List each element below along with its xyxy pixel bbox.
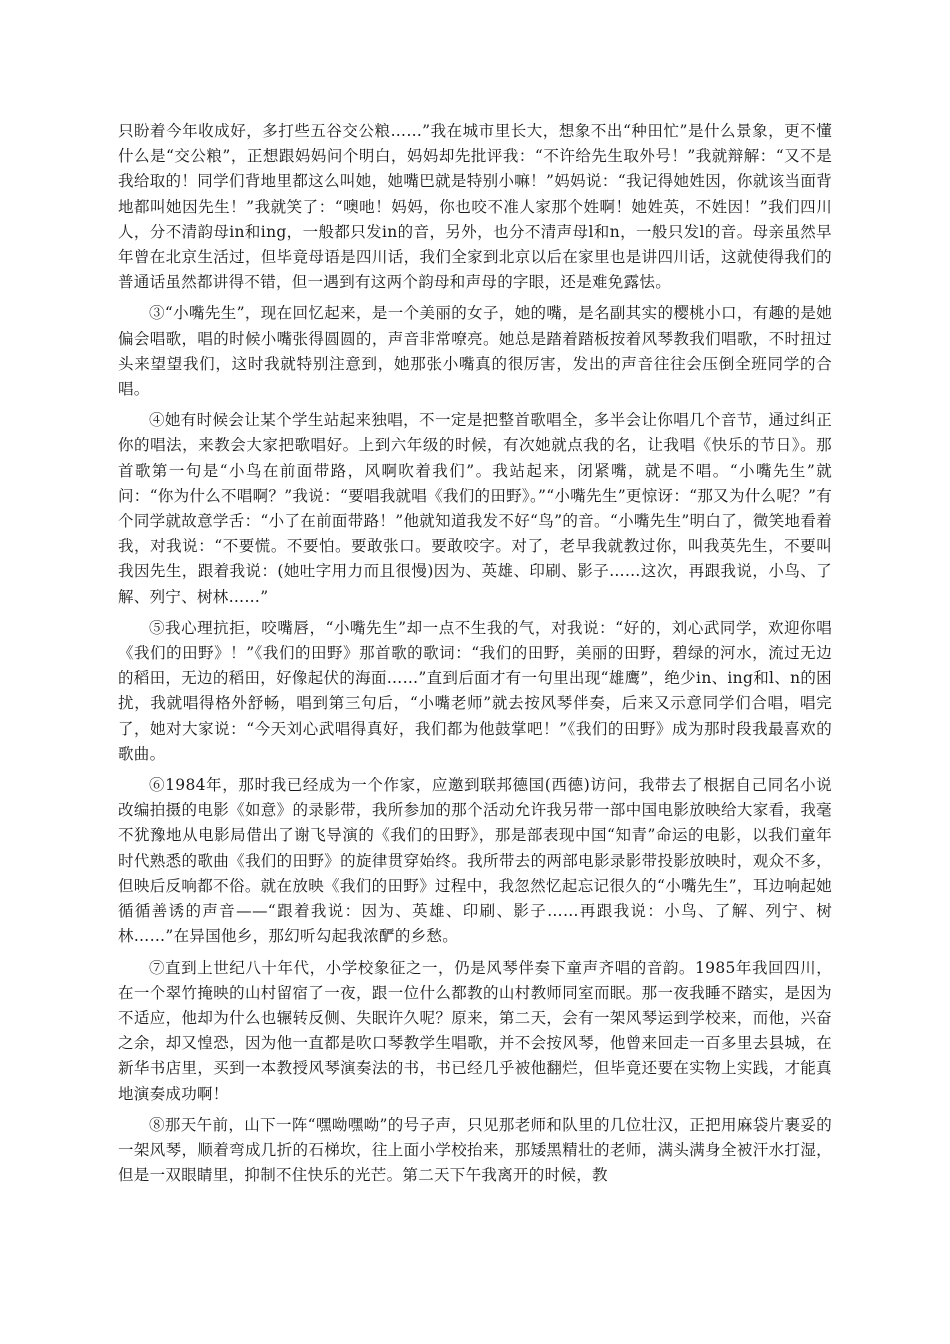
- paragraph-7: ⑦直到上世纪八十年代，小学校象征之一，仍是风琴伴奏下童声齐唱的音韵。1985年我回四川，在一个翠竹掩映的山村留宿了一夜，跟一位什么都教的山村教师同室而眠。那一夜我睡不踏实，是因为不适应，他却为什么也辗转反侧、失眠许久呢？原来，第二天，会有一架风琴运到学校来，而他，兴奋之余，却又惶恐，因为他一直都是吹口琴教学生唱歌，并不会按风琴，他曾来回走一百多里去县城，在新华书店里，买到一本教授风琴演奏法的书，书已经几乎被他翻烂，但毕竟还要在实物上实践，才能真地演奏成功啊！: [118, 958, 832, 1103]
- paragraph-5: ⑤我心理抗拒，咬嘴唇，“小嘴先生”却一点不生我的气，对我说：“好的，刘心武同学，欢迎你唱《我们的田野》！”《我们的田野》那首歌的歌词：“我们的田野，美丽的田野，碧绿的河水，流过无边的稻田，无边的稻田，好像起伏的海面……”直到后面才有一句里出现“雄鹰”，绝少in、ing和l、n的困扰，我就唱得格外舒畅，唱到第三句后，“小嘴老师”就去按风琴伴奏，后来又示意同学们合唱，唱完了，她对大家说：“今天刘心武唱得真好，我们都为他鼓掌吧！”《我们的田野》成为那时段我最喜欢的歌曲。: [118, 618, 832, 763]
- paragraph-6: ⑥1984年，那时我已经成为一个作家，应邀到联邦德国(西德)访问，我带去了根据自己同名小说改编拍摄的电影《如意》的录影带，我所参加的那个活动允许我另带一部中国电影放映给大家看，我毫不犹豫地从电影局借出了谢飞导演的《我们的田野》，那是部表现中国“知青”命运的电影，以我们童年时代熟悉的歌曲《我们的田野》的旋律贯穿始终。我所带去的两部电影录影带投影放映时，观众不多，但映后反响都不俗。就在放映《我们的田野》过程中，我忽然忆起忘记很久的“小嘴先生”，耳边响起她循循善诱的声音——“跟着我说：因为、英雄、印刷、影子……再跟我说：小鸟、了解、列宁、树林……”在异国他乡，那幻听勾起我浓酽的乡愁。: [118, 776, 832, 946]
- paragraph-continued: 只盼着今年收成好，多打些五谷交公粮……”我在城市里长大，想象不出“种田忙”是什么景象，更不懂什么是“交公粮”，正想跟妈妈问个明白，妈妈却先批评我：“不许给先生取外号！”我就辩解：“又不是我给取的！同学们背地里都这么叫她，她嘴巴就是特别小嘛！”妈妈说：“我记得她姓因，你就该当面背地都叫她因先生！”我就笑了：“噢吔！妈妈，你也咬不准人家那个姓啊！她姓英，不姓因！”我们四川人，分不清韵母in和ing，一般都只发in的音，另外，也分不清声母l和n，一般只发l的音。母亲虽然早年曾在北京生活过，但毕竟母语是四川话，我们全家到北京以后在家里也是讲四川话，这就使得我们的普通话虽然都讲得不错，但一遇到有这两个韵母和声母的字眼，还是难免露怯。: [118, 122, 832, 292]
- document-page: [118, 119, 832, 1194]
- paragraph-4: ④她有时候会让某个学生站起来独唱，不一定是把整首歌唱全，多半会让你唱几个音节，通过纠正你的唱法，来教会大家把歌唱好。上到六年级的时候，有次她就点我的名，让我唱《快乐的节日》。那首歌第一句是“小鸟在前面带路，风啊吹着我们”。我站起来，闭紧嘴，就是不唱。“小嘴先生”就问：“你为什么不唱啊？”我说：“要唱我就唱《我们的田野》。”“小嘴先生”更惊讶：“那又为什么呢？”有个同学就故意学舌：“小了在前面带路！”他就知道我发不好“鸟”的音。“小嘴先生”明白了，微笑地看着我，对我说：“不要慌。不要怕。要敢张口。要敢咬字。对了，老早我就教过你，叫我英先生，不要叫我因先生，跟着我说：(她吐字用力而且很慢)因为、英雄、印刷、影子……这次，再跟我说，小鸟、了解、列宁、树林……”: [118, 411, 832, 606]
- paragraph-3: ③“小嘴先生”，现在回忆起来，是一个美丽的女子，她的嘴，是名副其实的樱桃小口，有趣的是她偏会唱歌，唱的时候小嘴张得圆圆的，声音非常嘹亮。她总是踏着踏板按着风琴教我们唱歌，不时扭过头来望望我们，这时我就特别注意到，她那张小嘴真的很厉害，发出的声音往往会压倒全班同学的合唱。: [118, 304, 832, 399]
- paragraph-8: ⑧那天午前，山下一阵“嘿呦嘿呦”的号子声，只见那老师和队里的几位壮汉，正把用麻袋片裹妥的一架风琴，顺着弯成几折的石梯坎，往上面小学校抬来，那矮黑精壮的老师，满头满身全被汗水打湿，但是一双眼睛里，抑制不住快乐的光芒。第二天下午我离开的时候，教: [118, 1115, 832, 1185]
